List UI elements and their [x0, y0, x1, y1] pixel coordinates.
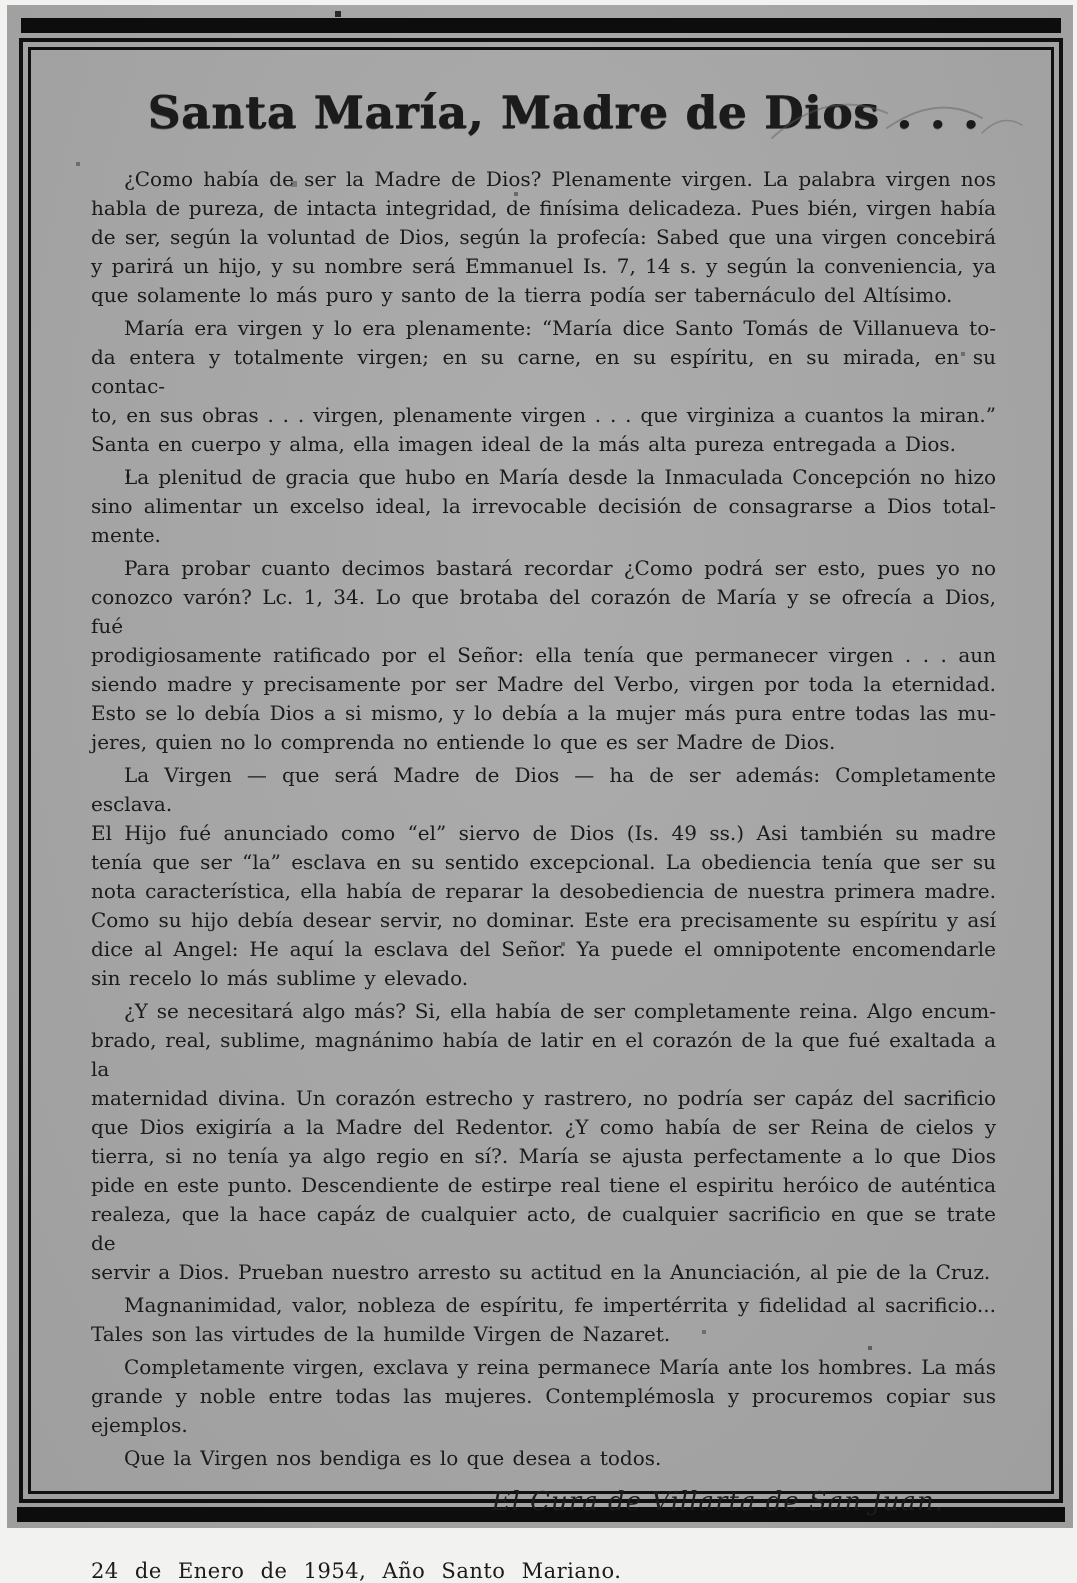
text-line: que Dios exigiría a la Madre del Redentor. ¿Y como había de ser Reina de cielos y: [91, 1115, 996, 1139]
text-line: conozco varón? Lc. 1, 34. Lo que brotaba del corazón de María y se ofrecía a Dios, fué: [91, 585, 996, 638]
text-line: Completamente virgen, exclava y reina permanece María ante los hombres. La más: [124, 1355, 996, 1379]
text-line: brado, real, sublime, magnánimo había de latir en el corazón de la que fué exaltada a la: [91, 1028, 996, 1081]
text-line: La Virgen — que será Madre de Dios — ha de ser además: Completamente esclava.: [91, 763, 996, 816]
text-line: Que la Virgen nos bendiga es lo que desea a todos.: [124, 1446, 662, 1470]
text-line: pide en este punto. Descendiente de estirpe real tiene el espiritu heróico de auténtica: [91, 1173, 996, 1197]
text-line: grande y noble entre todas las mujeres. Contemplémosla y procuremos copiar sus: [91, 1384, 996, 1408]
paragraph: [91, 1291, 996, 1349]
text-line: María era virgen y lo era plenamente: “María dice Santo Tomás de Villanueva to-: [124, 316, 996, 340]
document-page: [7, 5, 1073, 1583]
paragraph: [91, 314, 996, 459]
text-line: sin recelo lo más sublime y elevado.: [91, 966, 469, 990]
text-line: tenía que ser “la” esclava en su sentido excepcional. La obediencia tenía que ser su: [91, 850, 996, 874]
text-line: jeres, quien no lo comprenda no entiende lo que es ser Madre de Dios.: [91, 730, 836, 754]
scan-noise-specks: [7, 5, 9, 7]
text-line: servir a Dios. Prueban nuestro arresto su actitud en la Anunciación, al pie de la Cruz.: [91, 1260, 991, 1284]
paragraph: [91, 1444, 996, 1473]
page-title: Santa María, Madre de Dios . . .: [147, 86, 980, 139]
text-line: mente.: [91, 523, 161, 547]
text-line: Santa en cuerpo y alma, ella imagen ideal de la más alta pureza entregada a Dios.: [91, 432, 956, 456]
outer-border-frame: [19, 38, 1063, 1583]
top-thick-rule: [21, 18, 1061, 33]
text-line: ¿Como había de ser la Madre de Dios? Plenamente virgen. La palabra virgen nos: [124, 167, 996, 191]
text-line: dice al Angel: He aquí la esclava del Señor. Ya puede el omnipotente encomendarle: [91, 937, 996, 961]
text-line: to, en sus obras . . . virgen, plenamente virgen . . . que virginiza a cuantos la miran.”: [91, 403, 996, 427]
text-line: de ser, según la voluntad de Dios, según la profecía: Sabed que una virgen concebirá: [91, 225, 996, 249]
text-line: sino alimentar un excelso ideal, la irrevocable decisión de consagrarse a Dios total-: [91, 494, 996, 518]
paragraph: [91, 761, 996, 993]
signature-line: El Cura de Villarta de San Juan.: [491, 1487, 944, 1517]
text-line: realeza, que la hace capáz de cualquier acto, de cualquier sacrificio en que se trate de: [91, 1202, 996, 1255]
text-line: Magnanimidad, valor, nobleza de espíritu, fe impertérrita y fidelidad al sacrificio...: [124, 1293, 996, 1317]
paragraph: [91, 463, 996, 550]
text-line: La plenitud de gracia que hubo en María desde la Inmaculada Concepción no hizo: [124, 465, 996, 489]
date-line: 24 de Enero de 1954, Año Santo Mariano.: [91, 1559, 622, 1583]
text-line: Esto se lo debía Dios a si mismo, y lo debía a la mujer más pura entre todas las mu-: [91, 701, 996, 725]
text-line: da entera y totalmente virgen; en su carne, en su espíritu, en su mirada, en su contac-: [91, 345, 996, 398]
text-line: que solamente lo más puro y santo de la tierra podía ser tabernáculo del Altísimo.: [91, 283, 953, 307]
text-line: Tales son las virtudes de la humilde Virgen de Nazaret.: [91, 1322, 671, 1346]
inner-border-frame: [28, 47, 1054, 1583]
paragraph: [91, 997, 996, 1287]
text-line: prodigiosamente ratificado por el Señor: ella tenía que permanecer virgen . . . aun: [91, 643, 996, 667]
text-line: ¿Y se necesitará algo más? Si, ella había de ser completamente reina. Algo encum-: [124, 999, 996, 1023]
paragraph: [91, 554, 996, 757]
text-line: Como su hijo debía desear servir, no dominar. Este era precisamente su espíritu y así: [91, 908, 996, 932]
text-line: ejemplos.: [91, 1413, 188, 1437]
text-line: habla de pureza, de intacta integridad, de finísima delicadeza. Pues bién, virgen había: [91, 196, 996, 220]
text-line: tierra, si no tenía ya algo regio en sí?. María se ajusta perfectamente a lo que Dios: [91, 1144, 996, 1168]
text-line: maternidad divina. Un corazón estrecho y rastrero, no podría ser capáz del sacrificio: [91, 1086, 996, 1110]
text-line: El Hijo fué anunciado como “el” siervo de Dios (Is. 49 ss.) Asi también su madre: [91, 821, 996, 845]
paragraph: [91, 165, 996, 310]
text-line: siendo madre y precisamente por ser Madre del Verbo, virgen por toda la eternidad.: [91, 672, 996, 696]
text-line: y parirá un hijo, y su nombre será Emmanuel Is. 7, 14 s. y según la conveniencia, ya: [91, 254, 996, 278]
paragraphs: [91, 165, 996, 1473]
paragraph: [91, 1353, 996, 1440]
text-line: Para probar cuanto decimos bastará recordar ¿Como podrá ser esto, pues yo no: [124, 556, 996, 580]
page-content: [31, 50, 1051, 1583]
text-line: nota característica, ella había de reparar la desobediencia de nuestra primera madre.: [91, 879, 996, 903]
